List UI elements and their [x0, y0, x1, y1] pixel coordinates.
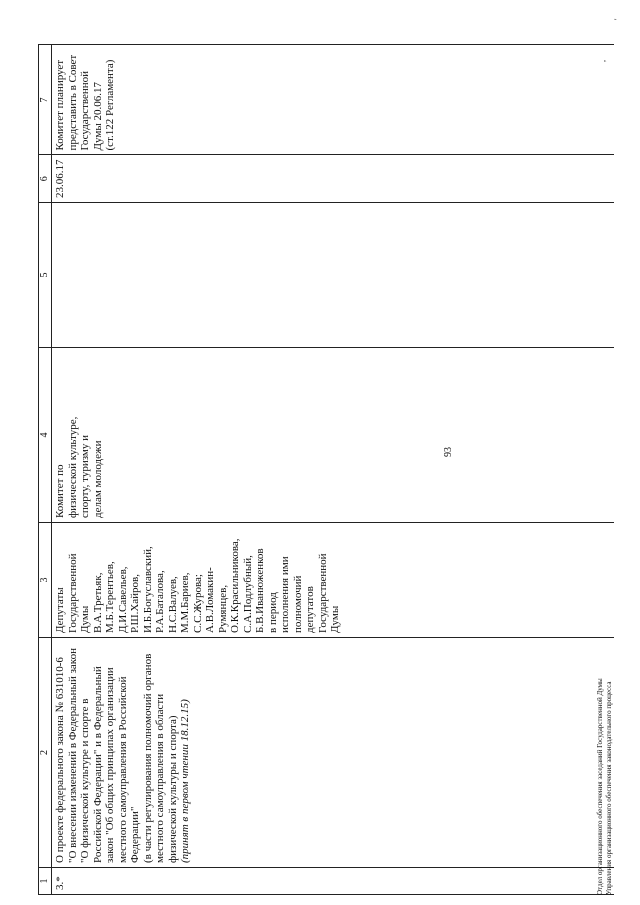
footer-line: Отдел организационного обеспечения заседаний Государственной Думы — [596, 678, 604, 895]
column-header-2: 2 — [39, 638, 52, 868]
committee-line: спорту, туризму и — [79, 434, 91, 518]
committee-line: Комитет по — [54, 464, 66, 518]
committee-line: физической культуре, — [66, 416, 79, 518]
footer-line: Управления организационного обеспечения законодательного процесса — [605, 681, 613, 895]
author-line: В.А.Третьяк, — [91, 572, 104, 633]
author-line: С.А.Подлубный, — [241, 555, 254, 633]
bill-line: "О физической культуре и спорте в — [79, 698, 91, 863]
author-line: А.В.Ломакин- — [204, 567, 216, 633]
bill-title — [54, 642, 192, 863]
note-line: Комитет планирует — [54, 59, 66, 151]
author-line: С.С.Журова; — [191, 574, 204, 633]
author-line: исполнения ими — [279, 556, 291, 633]
bill-line: местного самоуправления в Российской — [116, 676, 129, 863]
note-line: (ст.122 Регламента) — [104, 59, 116, 151]
footer-department — [596, 678, 614, 895]
author-line: полномочий — [291, 575, 304, 633]
bill-line: Федерации" — [129, 806, 141, 863]
note-line: представить в Совет — [66, 54, 79, 151]
author-line: Государственной — [66, 553, 79, 633]
page-number: 93 — [443, 447, 454, 457]
author-line: Государственной — [316, 553, 329, 633]
author-line: Н.С.Валуев, — [166, 576, 179, 633]
committee-name — [54, 352, 104, 518]
bill-line: "О внесении изменений в Федеральный закон — [66, 648, 79, 863]
planned-date: 23.06.17 — [54, 159, 66, 198]
note-line: Думы 20.06.17 — [91, 82, 104, 151]
author-line: Думы — [329, 605, 341, 633]
author-line: Р.А.Баталова, — [154, 570, 166, 633]
bill-line: закон "Об общих принципах организации — [104, 667, 116, 863]
column-header-6: 6 — [39, 155, 52, 203]
column-5-cell — [52, 203, 615, 348]
margin-mark: , — [598, 60, 607, 62]
margin-mark: ' — [613, 18, 622, 20]
note-line: Государственной — [79, 70, 91, 151]
author-line: Депутаты — [54, 587, 66, 633]
author-line: О.К.Красильникова, — [229, 538, 241, 633]
authors-cell — [52, 523, 615, 638]
table-row — [52, 45, 615, 895]
column-header-4: 4 — [39, 348, 52, 523]
column-header-5: 5 — [39, 203, 52, 348]
bill-line: (в части регулирования полномочий органов — [141, 653, 154, 863]
author-line: Д.И.Савельев, — [116, 566, 129, 633]
author-line: Р.Ш.Хайров, — [129, 574, 141, 633]
author-line: Румянцев, — [216, 584, 229, 633]
column-header-3: 3 — [39, 523, 52, 638]
bill-description-cell — [52, 638, 615, 868]
author-line: в период — [266, 592, 279, 633]
bill-table — [38, 45, 614, 896]
author-line: Думы — [79, 605, 91, 633]
bill-adopted-note: (принят в первом чтении 18.12.15) — [179, 699, 191, 863]
date-cell — [52, 155, 615, 203]
committee-note — [54, 50, 117, 151]
author-line: Б.В.Иванюженков — [254, 548, 266, 633]
authors-list — [54, 527, 342, 633]
committee-cell — [52, 348, 615, 523]
author-line: М.М.Бариев, — [179, 572, 191, 633]
bill-line: физической культуры и спорта) — [166, 715, 179, 863]
note-cell — [52, 45, 615, 155]
bill-line: местного самоуправления в области — [154, 693, 166, 863]
author-line: И.Б.Богуславский, — [141, 546, 154, 633]
author-line: М.Б.Терентьев, — [104, 561, 116, 633]
column-number-row — [39, 45, 52, 895]
column-header-1: 1 — [39, 868, 52, 895]
bill-line: О проекте федерального закона № 631010-6 — [54, 657, 66, 863]
row-number: 3.* — [52, 868, 615, 895]
author-line: депутатов — [304, 586, 316, 633]
column-header-7: 7 — [39, 45, 52, 155]
bill-line: Российской Федерации" и в Федеральный — [91, 666, 104, 863]
committee-line: делам молодежи — [91, 440, 104, 518]
